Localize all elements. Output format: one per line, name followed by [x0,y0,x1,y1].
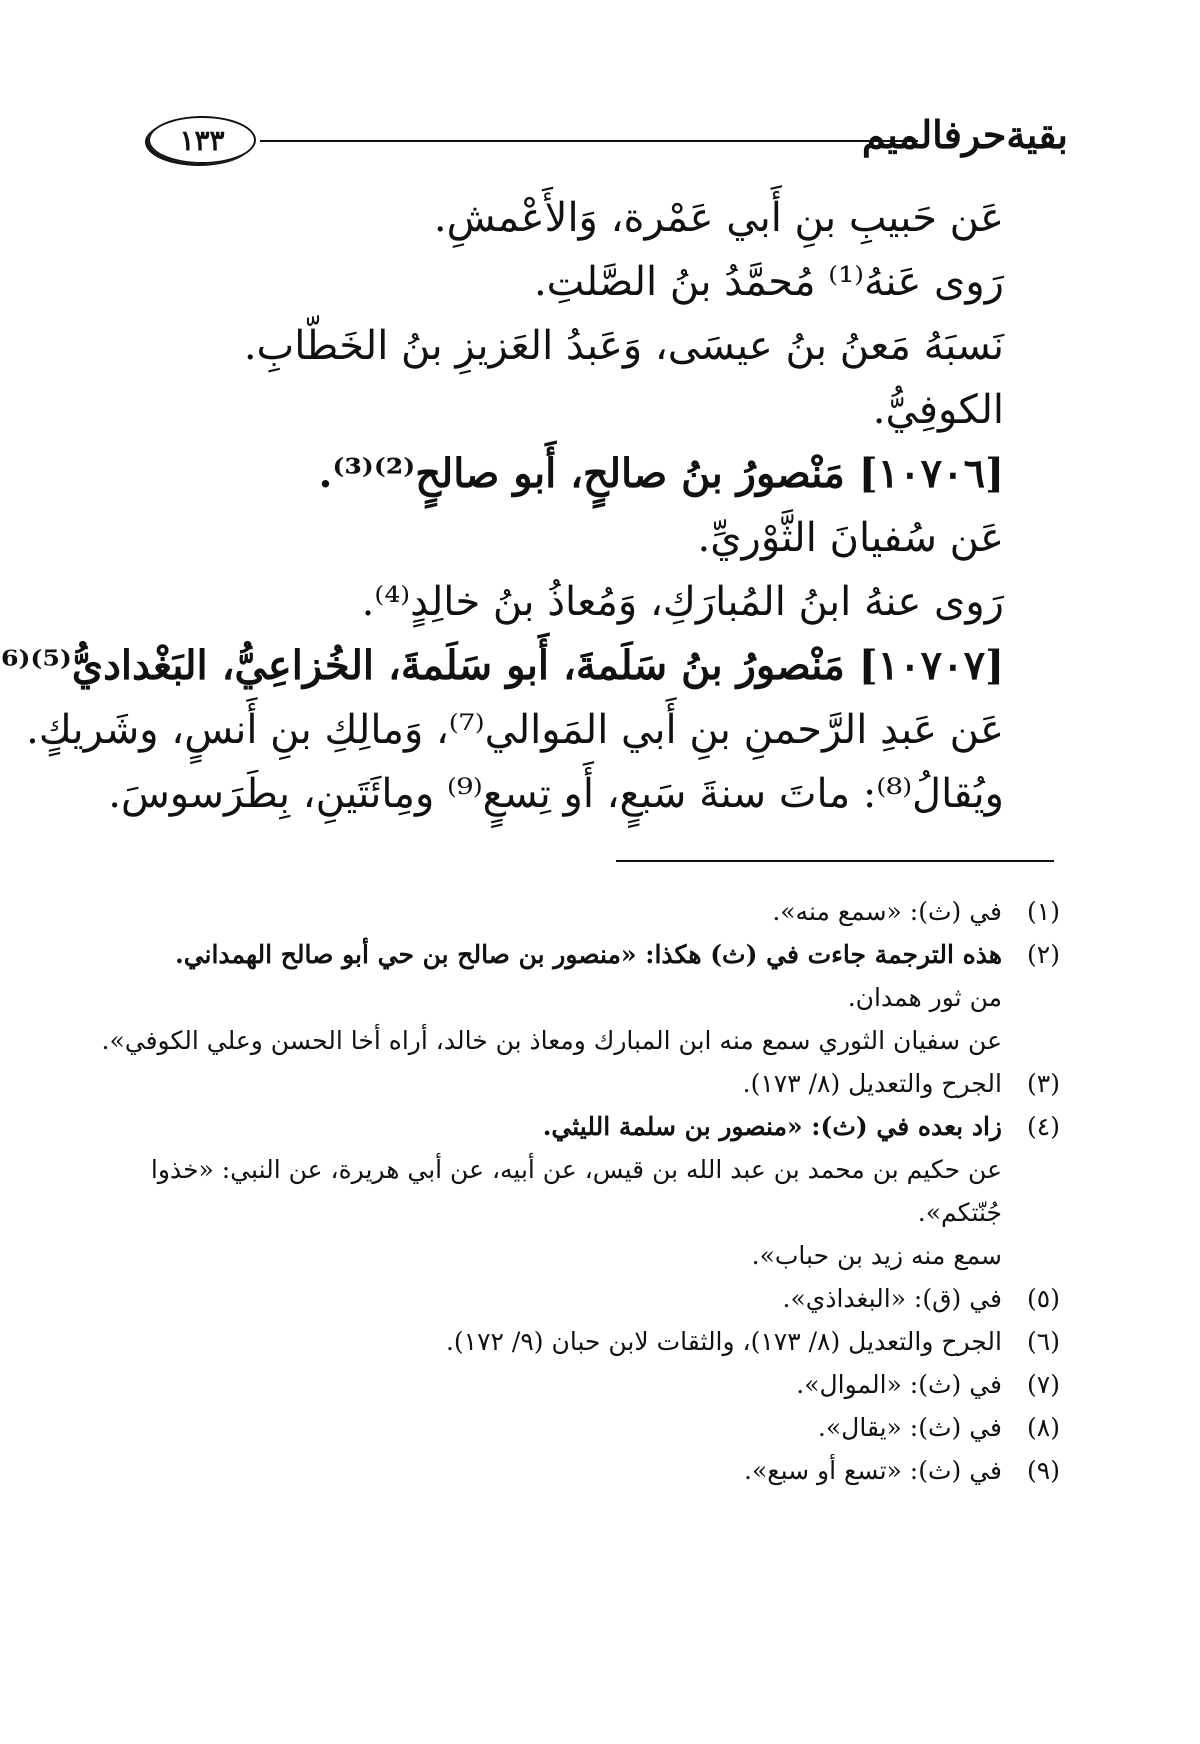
footnote-text: في (ق): «البغداذي». [782,1284,1002,1313]
footnote-separator [616,860,1054,862]
text-line: ويُقالُ⁽⁸⁾: ماتَ سنةَ سَبعٍ، أَو تِسعٍ⁽⁹⁾ ومِائَتَينِ، بِطَرَسوسَ. [108,771,1004,817]
footnote-number: (٨) [1027,1413,1060,1442]
footnote-text: هذه الترجمة جاءت في (ث) هكذا: «منصور بن صالح بن حي أبو صالح الهمداني. [174,940,1002,969]
footnote-number: (٢) [1027,940,1060,969]
main-text [0,186,1004,826]
footnote-text: الجرح والتعديل (٨/ ١٧٣). [742,1069,1002,1098]
footnote-number: (٦) [1027,1327,1060,1356]
footnote [130,1406,1060,1449]
footnote-number: (٥) [1027,1284,1060,1313]
text-line: الكوفِيُّ. [872,387,1004,433]
footnote-text: زاد بعده في (ث): «منصور بن سلمة الليثي. [542,1112,1002,1141]
footnote [130,890,1060,933]
footnote-number: (٤) [1027,1112,1060,1141]
footnote-number: (١) [1027,897,1060,926]
footnote-text: الجرح والتعديل (٨/ ١٧٣)، والثقات لابن حبان (٩/ ١٧٢). [445,1327,1002,1356]
footnote [130,1363,1060,1406]
text-line: رَوى عَنهُ⁽¹⁾ مُحمَّدُ بنُ الصَّلتِ. [533,259,1004,305]
page-number-oval [148,116,256,164]
footnote [130,1105,1060,1277]
text-line: عَن عَبدِ الرَّحمنِ بنِ أَبي المَوالي⁽⁷⁾، وَمالِكِ بنِ أَنسٍ، وشَريكٍ. [26,707,1004,753]
text-line: رَوى عنهُ ابنُ المُبارَكِ، وَمُعاذُ بنُ خالِدٍ⁽⁴⁾. [361,579,1004,625]
footnote [130,1320,1060,1363]
running-title: بقيةحرفالميم [861,112,1068,157]
running-header [148,112,1068,168]
footnote-text: عن سفيان الثوري سمع منه ابن المبارك ومعاذ بن خالد، أراه أخا الحسن وعلي الكوفي». [101,1026,1002,1055]
footnote-number: (٧) [1027,1370,1060,1399]
entry-heading-10707: [١٠٧٠٧] مَنْصورُ بنُ سَلَمةَ، أَبو سَلَمةَ، الخُزاعِيُّ، البَغْداديُّ⁽⁵⁾⁽⁶ [0,642,1004,689]
footnote-text: عن حكيم بن محمد بن عبد الله بن قيس، عن أبيه، عن أبي هريرة، عن النبي: «خذوا جُنّتكم». [150,1155,1002,1227]
footnote-text: في (ث): «سمع منه». [772,897,1002,926]
footnote-number: (٣) [1027,1069,1060,1098]
footnote-text: في (ث): «يقال». [817,1413,1002,1442]
footnote-text: في (ث): «تسع أو سبع». [744,1456,1002,1485]
footnotes [101,890,1060,1492]
footnote-number: (٩) [1027,1456,1060,1485]
footnote [130,1277,1060,1320]
header-rule [260,140,918,142]
footnote [130,1062,1060,1105]
page-number: ١٣٣ [179,123,225,157]
entry-heading-10706: [١٠٧٠٦] مَنْصورُ بنُ صالحٍ، أَبو صالحٍ⁽²⁾⁽³⁾. [318,450,1004,497]
text-line: عَن سُفيانَ الثَّوْريِّ. [697,515,1004,561]
footnote-text: في (ث): «الموال». [796,1370,1002,1399]
text-line: عَن حَبيبِ بنِ أَبي عَمْرة، وَالأَعْمشِ. [433,195,1004,241]
footnote-text: سمع منه زيد بن حباب». [751,1241,1002,1270]
footnote-text: من ثور همدان. [847,983,1002,1012]
text-line: نَسبَهُ مَعنُ بنُ عيسَى، وَعَبدُ العَزيزِ بنُ الخَطّابِ. [243,323,1004,369]
footnote [101,933,1060,1062]
footnote [130,1449,1060,1492]
